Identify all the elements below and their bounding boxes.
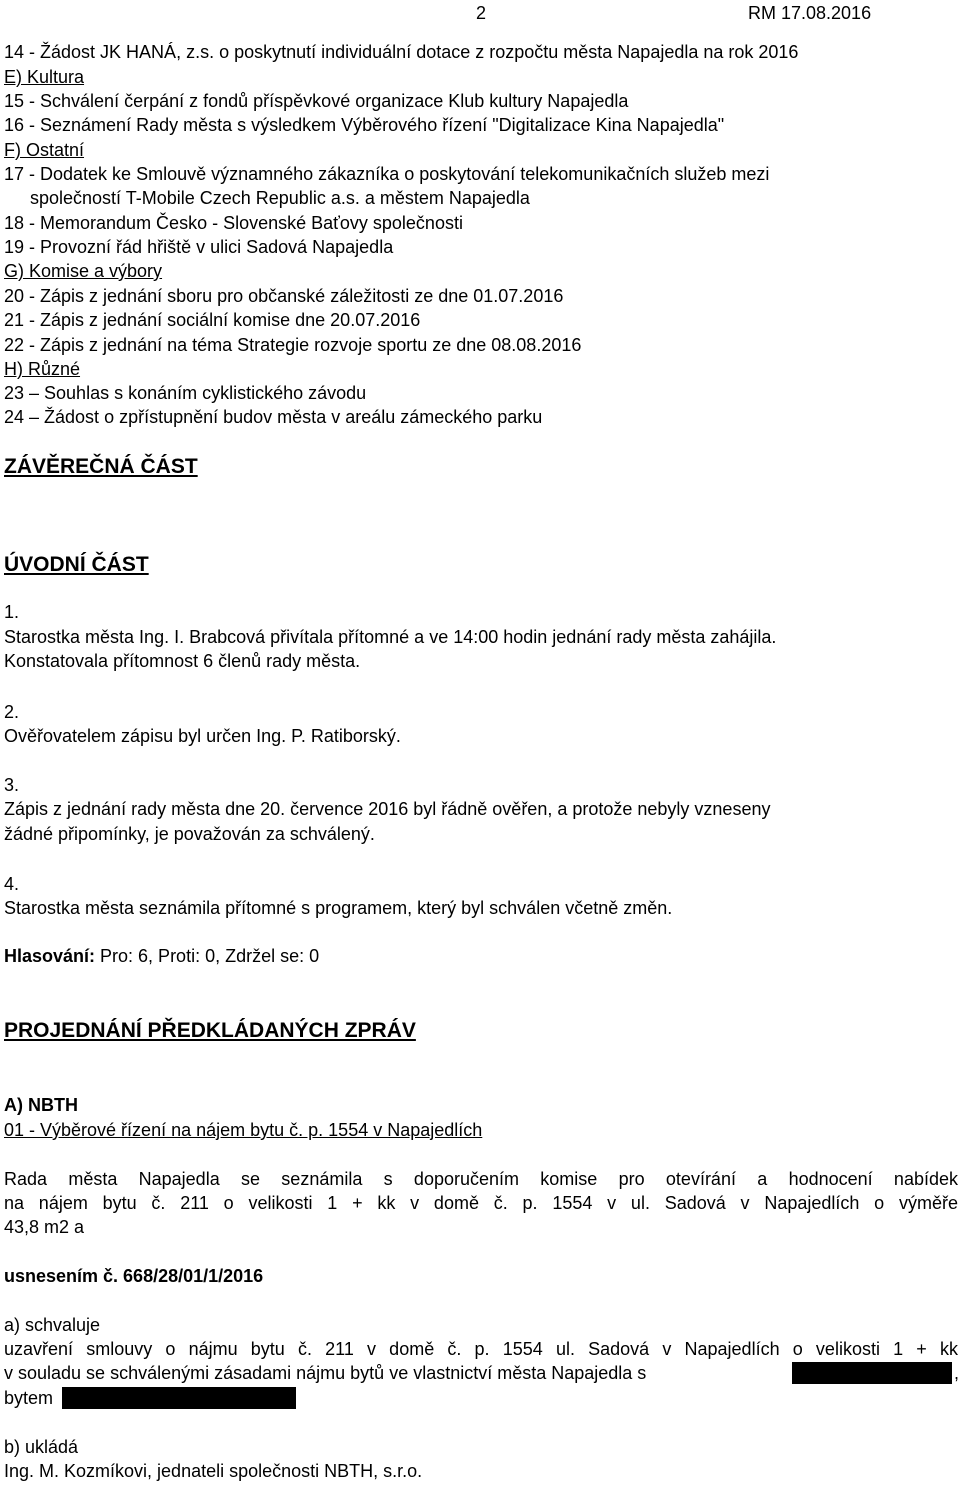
resolution-a-line-2 xyxy=(4,1362,958,1384)
agenda-item-15: 15 - Schválení čerpání z fondů příspěvkové organizace Klub kultury Napajedla xyxy=(4,91,629,111)
paragraph-4-line-1: Starostka města seznámila přítomné s programem, který byl schválen včetně změn. xyxy=(4,898,673,918)
resolution-a-line-3 xyxy=(4,1387,296,1409)
heading-closing-part: ZÁVĚREČNÁ ČÁST xyxy=(4,455,198,478)
agenda-section-h: H) Různé xyxy=(4,359,81,379)
redaction-bar xyxy=(792,1362,952,1384)
resolution-b-line-1: Ing. M. Kozmíkovi, jednateli společnosti NBTH, s.r.o. xyxy=(4,1461,423,1481)
agenda-item-18: 18 - Memorandum Česko - Slovenské Baťovy společnosti xyxy=(4,213,463,233)
report-section-a: A) NBTH xyxy=(4,1095,78,1115)
paragraph-3-line-2: žádné připomínky, je považován za schválený. xyxy=(4,824,375,844)
paragraph-1-line-2: Konstatovala přítomnost 6 členů rady města. xyxy=(4,651,361,671)
resolution-a-line-2-text: v souladu se schválenými zásadami nájmu bytů ve vlastnictví města Napajedla s xyxy=(4,1363,647,1383)
agenda-item-17-continued: společností T-Mobile Czech Republic a.s. a městem Napajedla xyxy=(30,188,530,208)
redaction-bar xyxy=(62,1387,296,1409)
voting-label: Hlasování: xyxy=(4,946,96,966)
report-text-line-3: 43,8 m2 a xyxy=(4,1217,85,1237)
agenda-item-22: 22 - Zápis z jednání na téma Strategie rozvoje sportu ze dne 08.08.2016 xyxy=(4,335,582,355)
document-reference: RM 17.08.2016 xyxy=(748,3,872,23)
agenda-section-f: F) Ostatní xyxy=(4,140,85,160)
heading-reports: PROJEDNÁNÍ PŘEDKLÁDANÝCH ZPRÁV xyxy=(4,1019,416,1042)
report-text-line-1: Rada města Napajedla se seznámila s doporučením komise pro otevírání a hodnocení nabídek xyxy=(4,1169,958,1189)
resolution-b-label: b) ukládá xyxy=(4,1437,79,1457)
agenda-section-e: E) Kultura xyxy=(4,67,85,87)
voting-line xyxy=(4,945,319,967)
heading-opening-part: ÚVODNÍ ČÁST xyxy=(4,553,149,576)
paragraph-1-number: 1. xyxy=(4,602,20,622)
paragraph-3-line-1: Zápis z jednání rady města dne 20. července 2016 byl řádně ověřen, a protože nebyly vzneseny xyxy=(4,799,771,819)
paragraph-3-number: 3. xyxy=(4,775,20,795)
resolution-a-line-3-text: bytem xyxy=(4,1388,54,1408)
agenda-item-20: 20 - Zápis z jednání sboru pro občanské záležitosti ze dne 01.07.2016 xyxy=(4,286,564,306)
resolution-a-label: a) schvaluje xyxy=(4,1315,101,1335)
resolution-number: usnesením č. 668/28/01/1/2016 xyxy=(4,1266,264,1286)
paragraph-2-number: 2. xyxy=(4,702,20,722)
paragraph-4-number: 4. xyxy=(4,874,20,894)
agenda-item-21: 21 - Zápis z jednání sociální komise dne 20.07.2016 xyxy=(4,310,421,330)
resolution-a-line-2-comma: , xyxy=(954,1363,960,1383)
paragraph-2-line-1: Ověřovatelem zápisu byl určen Ing. P. Ratiborský. xyxy=(4,726,401,746)
agenda-item-16: 16 - Seznámení Rady města s výsledkem Výběrového řízení "Digitalizace Kina Napajedla" xyxy=(4,115,725,135)
agenda-item-24: 24 – Žádost o zpřístupnění budov města v areálu zámeckého parku xyxy=(4,407,543,427)
agenda-section-g: G) Komise a výbory xyxy=(4,261,163,281)
resolution-a-line-1: uzavření smlouvy o nájmu bytu č. 211 v domě č. p. 1554 ul. Sadová v Napajedlích o velikosti 1 + kk xyxy=(4,1339,958,1359)
agenda-item-14: 14 - Žádost JK HANÁ, z.s. o poskytnutí individuální dotace z rozpočtu města Napajedla na rok 2016 xyxy=(4,42,799,62)
voting-result: Pro: 6, Proti: 0, Zdržel se: 0 xyxy=(95,946,320,966)
agenda-item-19: 19 - Provozní řád hřiště v ulici Sadová Napajedla xyxy=(4,237,394,257)
report-text-line-2: na nájem bytu č. 211 o velikosti 1 + kk v domě č. p. 1554 v ul. Sadová v Napajedlích o výměře xyxy=(4,1193,958,1213)
page-number: 2 xyxy=(476,3,487,23)
report-item-01: 01 - Výběrové řízení na nájem bytu č. p. 1554 v Napajedlích xyxy=(4,1120,483,1140)
agenda-item-17: 17 - Dodatek ke Smlouvě významného zákazníka o poskytování telekomunikačních služeb mezi xyxy=(4,164,770,184)
paragraph-1-line-1: Starostka města Ing. I. Brabcová přivítala přítomné a ve 14:00 hodin jednání rady města zahájila. xyxy=(4,627,777,647)
agenda-item-23: 23 – Souhlas s konáním cyklistického závodu xyxy=(4,383,367,403)
